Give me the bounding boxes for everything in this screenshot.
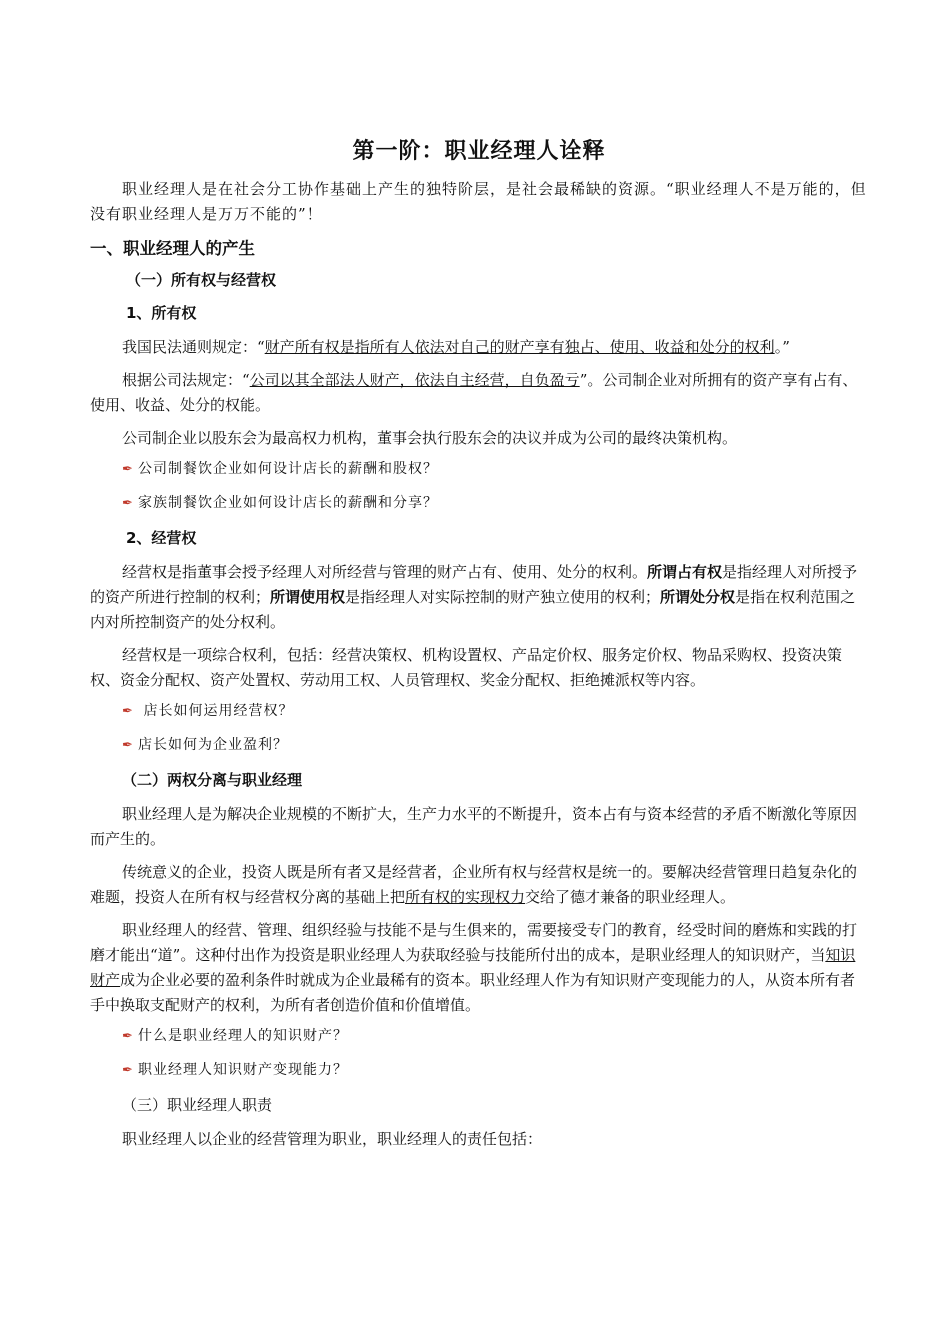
text: 。” bbox=[774, 338, 790, 356]
subsection-heading-2: （二）两权分离与职业经理 bbox=[122, 771, 303, 789]
question-text: 什么是职业经理人的知识财产？ bbox=[138, 1028, 348, 1044]
operation-rights-list-paragraph: 经营权是一项综合权利，包括：经营决策权、机构设置权、产品定价权、服务定价权、物品采购权、投资决策权、资金分配权、资产处置权、劳动用工权、人员管理权、奖金分配权、拒绝摊派权等内容。 bbox=[90, 646, 843, 689]
text: 根据公司法规定：“ bbox=[122, 371, 250, 389]
text: 我国民法通则规定：“ bbox=[122, 338, 265, 356]
text: ”。公司制企业对所拥有的资产享有占有、使用、收益、处分的权能。 bbox=[90, 371, 858, 414]
underlined-quote: 财产所有权是指所有人依法对自己的财产享有独占、使用、收益和处分的权利 bbox=[264, 338, 775, 356]
operation-rights-paragraph bbox=[90, 560, 868, 635]
text: 成为企业必要的盈利条件时就成为企业最稀有的资本。职业经理人作为有知识财产变现能力的人，从资本所有者手中换取支配财产的权利，为所有者创造价值和价值增值。 bbox=[90, 971, 856, 1014]
section-heading-1: 一、职业经理人的产生 bbox=[90, 239, 255, 258]
text: 是指经理人对所授予的资产所进行控制的权利； bbox=[90, 563, 858, 606]
underlined-phrase: 知识财产 bbox=[90, 946, 856, 989]
bold-term: 所谓处分权 bbox=[660, 588, 736, 606]
question-text: 公司制餐饮企业如何设计店长的薪酬和股权？ bbox=[138, 461, 438, 477]
civil-law-paragraph bbox=[90, 335, 868, 360]
subsection-heading-1: （一）所有权与经营权 bbox=[126, 271, 277, 289]
separation-paragraph-1: 职业经理人是为解决企业规模的不断扩大，生产力水平的不断提升，资本占有与资本经营的矛盾不断激化等原因而产生的。 bbox=[90, 805, 858, 848]
separation-paragraph-2 bbox=[90, 860, 868, 910]
quill-icon: ✒ bbox=[122, 462, 134, 477]
question-text: 店长如何运用经营权？ bbox=[138, 703, 294, 719]
item-heading-operation: 2、经营权 bbox=[126, 529, 197, 547]
duties-paragraph: 职业经理人以企业的经营管理为职业，职业经理人的责任包括： bbox=[122, 1130, 543, 1148]
question-item bbox=[122, 493, 868, 514]
question-text: 店长如何为企业盈利？ bbox=[138, 737, 288, 753]
quill-icon: ✒ bbox=[122, 1029, 134, 1044]
question-text: 职业经理人知识财产变现能力？ bbox=[138, 1062, 348, 1078]
question-item bbox=[122, 701, 868, 722]
text: 是指在权利范围之内对所控制资产的处分权利。 bbox=[90, 588, 856, 631]
text: 传统意义的企业，投资人既是所有者又是经营者，企业所有权与经营权是统一的。要解决经营管理日趋复杂化的难题，投资人在所有权与经营权分离的基础上把 bbox=[90, 863, 858, 906]
item-heading-ownership: 1、所有权 bbox=[126, 304, 197, 322]
subsection-heading-3: （三）职业经理人职责 bbox=[122, 1096, 273, 1114]
text: 交给了德才兼备的职业经理人。 bbox=[525, 888, 736, 906]
quill-icon: ✒ bbox=[122, 1063, 134, 1078]
underlined-quote: 公司以其全部法人财产，依法自主经营，自负盈亏 bbox=[249, 371, 580, 389]
quill-icon: ✒ bbox=[122, 738, 134, 753]
question-item bbox=[122, 1060, 868, 1081]
shareholder-paragraph: 公司制企业以股东会为最高权力机构，董事会执行股东会的决议并成为公司的最终决策机构。 bbox=[122, 429, 738, 447]
quill-icon: ✒ bbox=[122, 704, 134, 719]
text: 是指经理人对实际控制的财产独立使用的权利； bbox=[345, 588, 661, 606]
bold-term: 所谓占有权 bbox=[647, 563, 723, 581]
text: 职业经理人的经营、管理、组织经验与技能不是与生俱来的，需要接受专门的教育，经受时间的磨炼和实践的打磨才能出“道”。这种付出作为投资是职业经理人为获取经验与技能所付出的成本，是职业经理人的知识财产，当 bbox=[90, 921, 858, 964]
company-law-paragraph bbox=[90, 368, 868, 418]
separation-paragraph-3 bbox=[90, 918, 868, 1018]
bold-term: 所谓使用权 bbox=[270, 588, 346, 606]
question-item bbox=[122, 735, 868, 756]
question-text: 家族制餐饮企业如何设计店长的薪酬和分享？ bbox=[138, 495, 438, 511]
document-page bbox=[90, 134, 868, 1160]
text: 经营权是指董事会授予经理人对所经营与管理的财产占有、使用、处分的权利。 bbox=[122, 563, 648, 581]
page-title: 第一阶：职业经理人诠释 bbox=[352, 139, 606, 164]
quill-icon: ✒ bbox=[122, 496, 134, 511]
question-item bbox=[122, 1026, 868, 1047]
question-item bbox=[122, 459, 868, 480]
intro-paragraph: 职业经理人是在社会分工协作基础上产生的独特阶层，是社会最稀缺的资源。“职业经理人不是万能的，但没有职业经理人是万万不能的”！ bbox=[90, 180, 867, 223]
underlined-phrase: 所有权的实现权力 bbox=[405, 888, 526, 906]
